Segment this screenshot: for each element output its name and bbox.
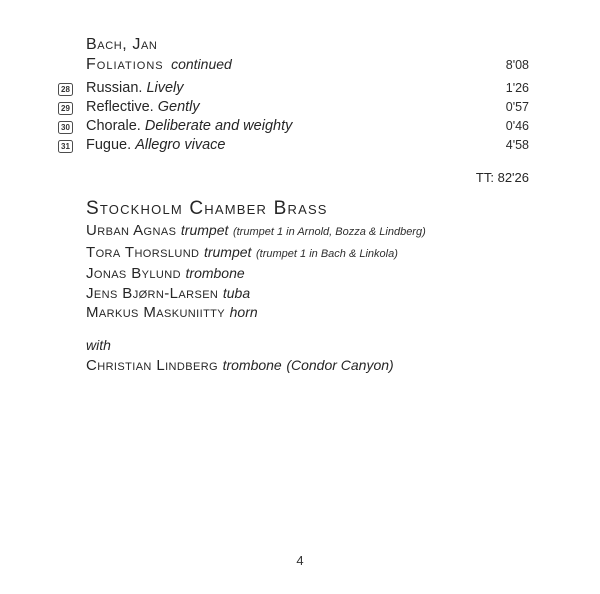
ensemble-member <box>86 284 529 304</box>
member-instrument: trumpet <box>203 243 252 260</box>
member-name: Markus Maskuniitty <box>86 304 226 321</box>
track-row <box>58 117 529 136</box>
track-tempo: Lively <box>146 80 184 96</box>
ensemble-name: Stockholm Chamber Brass <box>86 198 328 219</box>
member-instrument: tuba <box>222 284 251 301</box>
work-title-cell <box>86 55 506 74</box>
ensemble-member <box>86 221 529 243</box>
guest-intro-label: with <box>86 336 111 353</box>
track-tempo: Allegro vivace <box>135 137 226 153</box>
member-name: Jens Bjørn-Larsen <box>86 284 219 302</box>
member-name: Tora Thorslund <box>86 243 200 261</box>
track-row <box>58 136 529 155</box>
member-name: Urban Agnas <box>86 222 177 239</box>
page-number: 4 <box>296 553 304 568</box>
member-note: (trumpet 1 in Bach & Linkola) <box>256 247 398 260</box>
track-tempo: Gently <box>157 99 200 115</box>
work-duration: 8'08 <box>505 58 529 72</box>
track-duration: 0'46 <box>505 119 529 133</box>
track-title: Chorale. <box>86 118 141 134</box>
member-instrument: horn <box>229 304 258 320</box>
total-time: TT: 82'26 <box>475 170 529 185</box>
work-row <box>58 55 529 75</box>
guest-row <box>86 355 529 376</box>
track-row <box>58 98 529 117</box>
work-continued-label: continued <box>171 56 232 72</box>
track-number-badge: 31 <box>58 140 73 153</box>
guest-name: Christian Lindberg <box>86 356 218 374</box>
track-duration: 1'26 <box>505 81 529 95</box>
track-duration: 0'57 <box>505 100 529 114</box>
work-title: Foliations <box>86 56 164 73</box>
track-tempo: Deliberate and weighty <box>144 118 293 134</box>
track-title: Fugue. <box>86 137 132 153</box>
member-instrument: trombone <box>185 265 245 281</box>
track-number-badge: 30 <box>58 121 73 134</box>
track-title: Russian. <box>86 80 143 96</box>
track-duration: 4'58 <box>505 138 529 152</box>
member-instrument: trumpet <box>180 222 229 238</box>
composer-name: Bach, Jan <box>86 36 158 53</box>
member-note: (trumpet 1 in Arnold, Bozza & Lindberg) <box>232 226 426 238</box>
ensemble-member <box>86 303 529 323</box>
ensemble-member <box>86 264 529 284</box>
track-title: Reflective. <box>86 99 154 115</box>
track-number-badge: 29 <box>58 102 73 115</box>
member-name: Jonas Bylund <box>86 265 181 282</box>
guest-note: (Condor Canyon) <box>286 356 394 373</box>
ensemble-member <box>86 243 529 265</box>
guest-instrument: trombone <box>222 356 282 373</box>
track-row <box>58 79 529 98</box>
track-number-badge: 28 <box>58 83 73 96</box>
